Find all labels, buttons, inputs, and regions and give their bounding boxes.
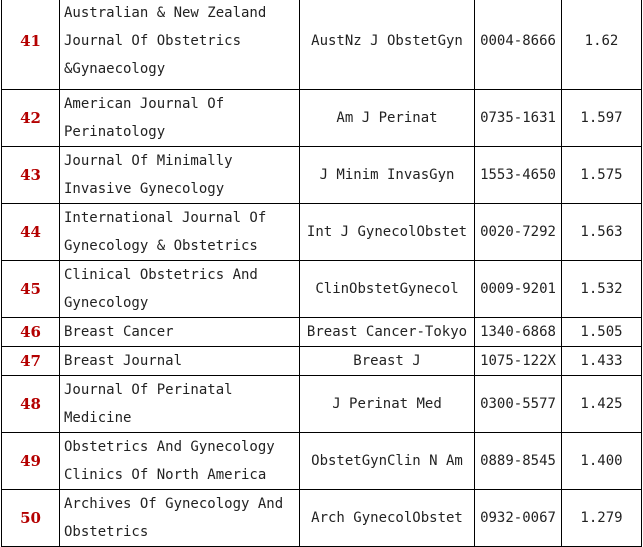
table-row xyxy=(2,204,642,261)
issn-cell: 0009-9201 xyxy=(475,261,562,318)
journal-title-cell: International Journal Of Gynecology & Obstetrics xyxy=(60,204,300,261)
table-row xyxy=(2,90,642,147)
table-row xyxy=(2,0,642,90)
journal-title-cell: American Journal Of Perinatology xyxy=(60,90,300,147)
table-row xyxy=(2,347,642,376)
table-row xyxy=(2,261,642,318)
rank-cell: 41 xyxy=(2,0,60,90)
rank-cell: 50 xyxy=(2,490,60,547)
abbreviation-cell: Breast J xyxy=(300,347,475,376)
table-body xyxy=(2,0,642,547)
abbreviation-cell: J Perinat Med xyxy=(300,376,475,433)
issn-cell: 0300-5577 xyxy=(475,376,562,433)
abbreviation-cell: Breast Cancer-Tokyo xyxy=(300,318,475,347)
issn-cell: 0889-8545 xyxy=(475,433,562,490)
abbreviation-cell: ClinObstetGynecol xyxy=(300,261,475,318)
journal-title-cell: Clinical Obstetrics And Gynecology xyxy=(60,261,300,318)
rank-cell: 42 xyxy=(2,90,60,147)
impact-factor-cell: 1.62 xyxy=(562,0,642,90)
journal-title-cell: Australian & New Zealand Journal Of Obstetrics &Gynaecology xyxy=(60,0,300,90)
abbreviation-cell: Am J Perinat xyxy=(300,90,475,147)
impact-factor-cell: 1.575 xyxy=(562,147,642,204)
impact-factor-cell: 1.425 xyxy=(562,376,642,433)
journal-title-cell: Obstetrics And Gynecology Clinics Of North America xyxy=(60,433,300,490)
journal-title-cell: Journal Of Minimally Invasive Gynecology xyxy=(60,147,300,204)
abbreviation-cell: ObstetGynClin N Am xyxy=(300,433,475,490)
rank-cell: 46 xyxy=(2,318,60,347)
table-row xyxy=(2,433,642,490)
issn-cell: 1553-4650 xyxy=(475,147,562,204)
abbreviation-cell: Arch GynecolObstet xyxy=(300,490,475,547)
rank-cell: 47 xyxy=(2,347,60,376)
journal-title-cell: Archives Of Gynecology And Obstetrics xyxy=(60,490,300,547)
table-row xyxy=(2,147,642,204)
impact-factor-cell: 1.563 xyxy=(562,204,642,261)
abbreviation-cell: Int J GynecolObstet xyxy=(300,204,475,261)
rank-cell: 49 xyxy=(2,433,60,490)
rank-cell: 44 xyxy=(2,204,60,261)
journal-title-cell: Journal Of Perinatal Medicine xyxy=(60,376,300,433)
journal-title-cell: Breast Journal xyxy=(60,347,300,376)
journal-ranking-table xyxy=(1,0,642,547)
table-row xyxy=(2,376,642,433)
table-row xyxy=(2,490,642,547)
issn-cell: 0004-8666 xyxy=(475,0,562,90)
impact-factor-cell: 1.597 xyxy=(562,90,642,147)
impact-factor-cell: 1.400 xyxy=(562,433,642,490)
issn-cell: 1340-6868 xyxy=(475,318,562,347)
rank-cell: 45 xyxy=(2,261,60,318)
issn-cell: 0932-0067 xyxy=(475,490,562,547)
rank-cell: 48 xyxy=(2,376,60,433)
issn-cell: 1075-122X xyxy=(475,347,562,376)
abbreviation-cell: AustNz J ObstetGyn xyxy=(300,0,475,90)
table-row xyxy=(2,318,642,347)
issn-cell: 0735-1631 xyxy=(475,90,562,147)
issn-cell: 0020-7292 xyxy=(475,204,562,261)
impact-factor-cell: 1.279 xyxy=(562,490,642,547)
impact-factor-cell: 1.505 xyxy=(562,318,642,347)
rank-cell: 43 xyxy=(2,147,60,204)
journal-title-cell: Breast Cancer xyxy=(60,318,300,347)
impact-factor-cell: 1.433 xyxy=(562,347,642,376)
abbreviation-cell: J Minim InvasGyn xyxy=(300,147,475,204)
impact-factor-cell: 1.532 xyxy=(562,261,642,318)
